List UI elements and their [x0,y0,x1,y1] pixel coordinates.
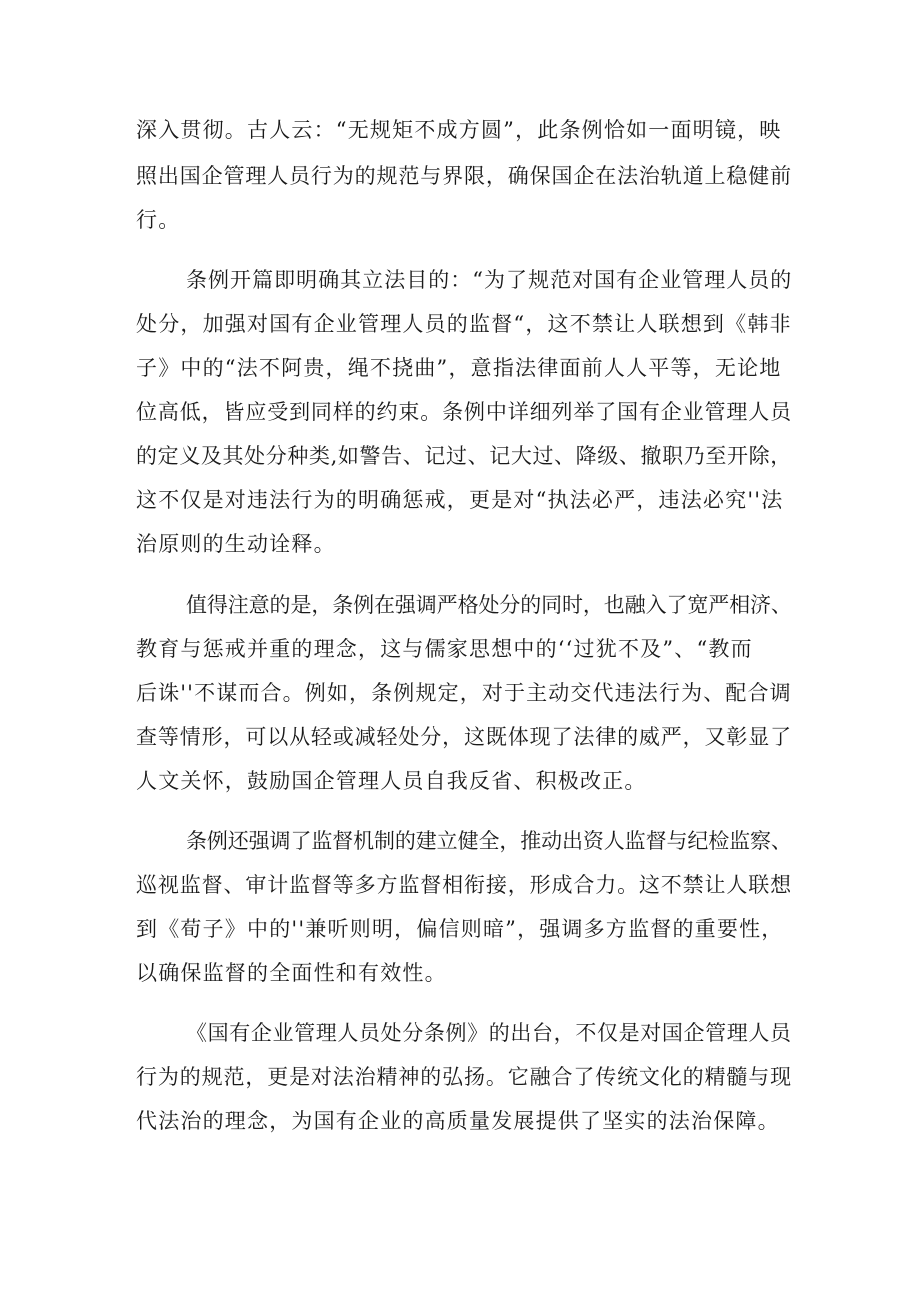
paragraph-4-line-1: 条例还强调了监督机制的建立健全，推动出资人监督与纪检监察、 [186,829,792,853]
paragraph-3-line-5: 人文关怀，鼓励国企管理人员自我反省、积极改正。 [136,769,647,793]
paragraph-3-line-2: 教育与惩戒并重的理念，这与儒家思想中的‘‘过犹不及”、“教而 [136,637,753,661]
paragraph-2-line-7: 治原则的生动诠释。 [136,532,336,556]
paragraph-5-line-2: 行为的规范，更是对法治精神的弘扬。它融合了传统文化的精髓与现 [136,1065,792,1089]
paragraph-4-line-4: 以确保监督的全面性和有效性。 [136,961,447,985]
paragraph-3-line-1: 值得注意的是，条例在强调严格处分的同时，也融入了宽严相济、 [186,593,792,617]
paragraph-1-line-1: 深入贯彻。古人云：“无规矩不成方圆”，此条例恰如一面明镜，映 [136,118,782,142]
paragraph-1-line-3: 行。 [136,208,181,232]
paragraph-2-line-6: 这不仅是对违法行为的明确惩戒，更是对“执法必严，违法必究''法 [136,488,784,512]
paragraph-2-line-3: 子》中的“法不阿贵，绳不挠曲”，意指法律面前人人平等，无论地 [136,356,782,380]
paragraph-1-line-2: 照出国企管理人员行为的规范与界限，确保国企在法治轨道上稳健前 [136,164,792,188]
paragraph-5-line-1: 《国有企业管理人员处分条例》的出台，不仅是对国企管理人员 [186,1021,792,1045]
paragraph-3-line-4: 查等情形，可以从轻或减轻处分，这既体现了法律的威严，又彰显了 [136,725,792,749]
paragraph-4-line-3: 到《荀子》中的''兼听则明，偏信则暗”，强调多方监督的重要性， [136,917,784,941]
paragraph-5-line-3: 代法治的理念，为国有企业的高质量发展提供了坚实的法治保障。 [136,1109,780,1133]
paragraph-4-line-2: 巡视监督、审计监督等多方监督相衔接，形成合力。这不禁让人联想 [136,873,792,897]
paragraph-2-line-5: 的定义及其处分种类,如警告、记过、记大过、降级、撤职乃至开除， [136,444,792,468]
paragraph-2-line-2: 处分，加强对国有企业管理人员的监督“，这不禁让人联想到《韩非 [136,312,792,336]
paragraph-2-line-1: 条例开篇即明确其立法目的：“为了规范对国有企业管理人员的 [186,268,793,292]
paragraph-3-line-3: 后诛''不谋而合。例如，条例规定，对于主动交代违法行为、配合调 [136,681,792,705]
paragraph-2-line-4: 位高低，皆应受到同样的约束。条例中详细列举了国有企业管理人员 [136,400,792,424]
